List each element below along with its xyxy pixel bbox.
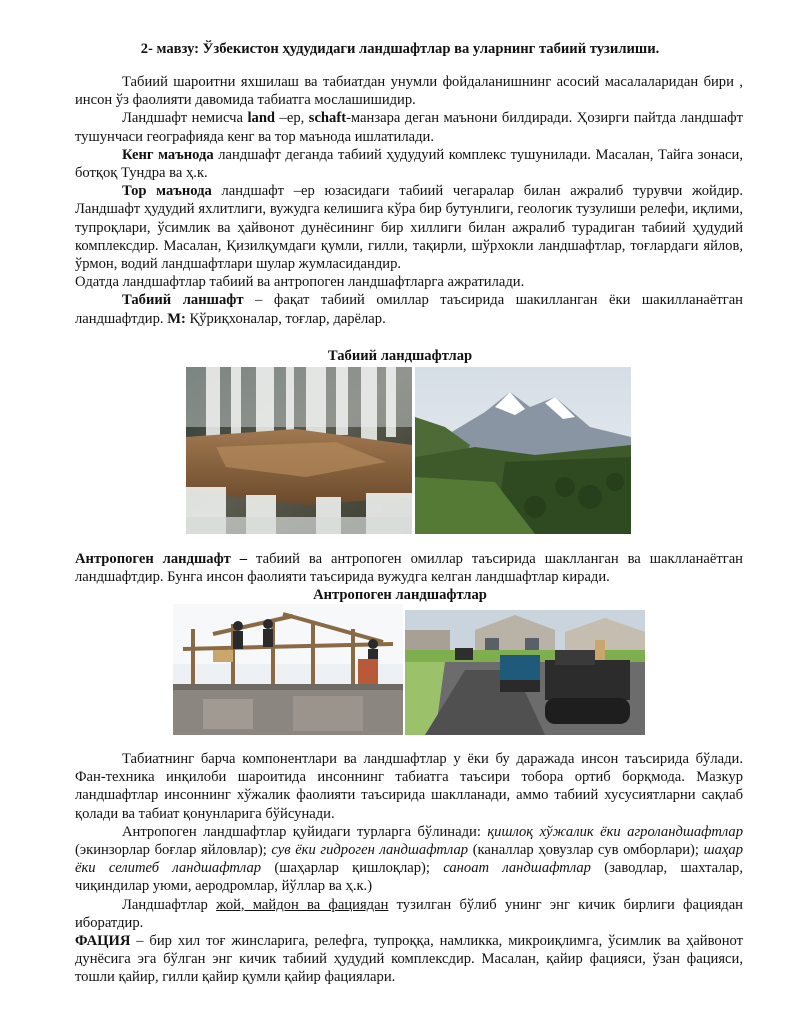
- text-run: – бир хил тоғ жинсларига, релефга, тупроққа, намликка, микроиқлимга, ўсимлик ва ҳайвонот дунёсига эга бўлган энг кичик табиий ҳудудий комплексдир. Масалан, қайир фацияси, ўзан фацияси, тошли қайир, гилли қайир қумли қайир фациялари.: [75, 933, 743, 986]
- closing-section: [75, 750, 743, 987]
- underlined-term: жой, майдон ва фациядан: [216, 896, 389, 913]
- anthropogenic-caption: Антропоген ландшафтлар: [313, 587, 487, 603]
- text-run: (шаҳарлар қишлоқлар);: [261, 860, 444, 877]
- text-run: -манзара деган маънони билдиради. Ҳозирги пайтда ландшафт тушунчаси географияда кенг ва тор маънода ишлатилади.: [75, 110, 743, 145]
- text-run: (заводлар, шахталар, чиқиндилар уюми, аеродромлар, йўллар ва ҳ.к.): [75, 860, 743, 895]
- text-run: (экинзорлар боғлар яйловлар);: [75, 842, 272, 859]
- page-title: 2- мавзу: Ўзбекистон ҳудудидаги ландшафтлар ва уларнинг табиий тузилиши.: [140, 41, 660, 57]
- construction-photo: [173, 604, 403, 735]
- intro-paragraph-1: Табиий шароитни яхшилаш ва табиатдан унумли фойдаланишнинг асосий масалаларидан бири , инсон ўз фаолияти давомида табиатга мослашишидир.: [75, 74, 743, 109]
- term-broad: Кенг маънода: [122, 146, 214, 163]
- closing-paragraph-2: [75, 823, 743, 896]
- intro-paragraph-5: Одатда ландшафтлар табиий ва антропоген ландшафтларга ажратилади.: [75, 274, 525, 291]
- closing-paragraph-3: [75, 896, 743, 932]
- waterfall-photo: [186, 367, 412, 534]
- term-anthropogenic: Антропоген ландшафт –: [75, 551, 248, 567]
- intro-paragraph-2: [75, 109, 743, 145]
- intro-paragraph-3: [75, 146, 743, 182]
- text-run: Ландшафтлар: [122, 896, 217, 913]
- closing-paragraph-4: [75, 932, 743, 987]
- text-run: табиий ва антропоген омиллар таъсирида шаклланган ва шаклланаётган ландшафтдир. Бунга инсон фаолияти таъсирида вужудга келган ландшафтлар киради.: [75, 551, 743, 586]
- term-natural: Табиий ланшафт: [122, 292, 244, 309]
- text-run: ландшафт –ер юзасидаги табиий чегаралар билан ажралиб турувчи жойдир. Ландшафт ҳудудий яхлитлиги, вужудга келишига кўра бир бутунлиги, геологик тузулиши релефи, иқлими, тупроқлари, ўсимлик ва ҳайвонот дунёсининг бир хиллиги билан ажралиб турадиган табиий ҳудудий комплексдир. Масалан, Қизилқумдаги қумли, гилли, тақирли, шўрхокли ландшафтлар, тоғлардаги яйлов, ўрмон, водий ландшафтлари шулар жумласидандир.: [75, 183, 744, 273]
- text-run: ландшафт деганда табиий ҳудудуий комплекс тушунилади. Масалан, Тайга зонаси, ботқоқ Тундра ва ҳ.к.: [75, 146, 743, 182]
- closing-paragraph-1: Табиатнинг барча компонентлари ва ландшафтлар у ёки бу даражада инсон таъсирида бўлади. Фан-техника инқилоби шароитида инсоннинг табиатга таъсири тобора ортиб борқмода. Мазкур ландшафтлар инсоннинг хўжалик фаолияти таъсирида шаклланади, аммо табиий хусусиятларни сақлаб қолади ва табиат қонунларига бўйсунади.: [75, 751, 743, 822]
- type-industrial: саноат ландшафтлар: [443, 860, 591, 877]
- text-run: тузилган бўлиб унинг энг кичик бирлиги фациядан иборатдир.: [75, 896, 743, 931]
- term-facies: ФАЦИЯ: [75, 933, 131, 950]
- intro-section: [75, 73, 743, 328]
- natural-caption: Табиий ландшафтлар: [327, 348, 473, 364]
- intro-paragraph-4: [75, 182, 743, 273]
- term-schaft: schaft: [308, 110, 347, 127]
- example-marker: М:: [167, 310, 186, 327]
- intro-paragraph-6: [75, 291, 743, 327]
- anthropogenic-section: [75, 550, 743, 586]
- type-hydro: сув ёки гидроген ландшафтлар: [271, 842, 469, 859]
- mountain-forest-photo: [415, 367, 631, 534]
- text-run: Ландшафт немисча: [122, 110, 248, 127]
- anthropogenic-paragraph: [75, 550, 743, 586]
- text-run: (каналлар ҳовузлар сув омборлари);: [468, 842, 704, 859]
- type-urban: шаҳар ёки селитеб ландшафтлар: [75, 842, 743, 877]
- road-paving-photo: [405, 610, 645, 735]
- text-run: Антропоген ландшафтлар қуйидаги турларга бўлинади:: [122, 823, 488, 840]
- type-agro: қишлоқ хўжалик ёки агроландшафтлар: [487, 823, 744, 840]
- text-run: – фақат табиий омиллар таъсирида шакилланган ёки шакилланаётган ландшафтдир.: [75, 292, 743, 327]
- text-run: –ер,: [275, 110, 309, 127]
- term-narrow: Тор маънода: [122, 183, 212, 200]
- text-run: Қўриқхоналар, тоғлар, дарёлар.: [185, 310, 386, 327]
- term-land: land: [247, 110, 276, 127]
